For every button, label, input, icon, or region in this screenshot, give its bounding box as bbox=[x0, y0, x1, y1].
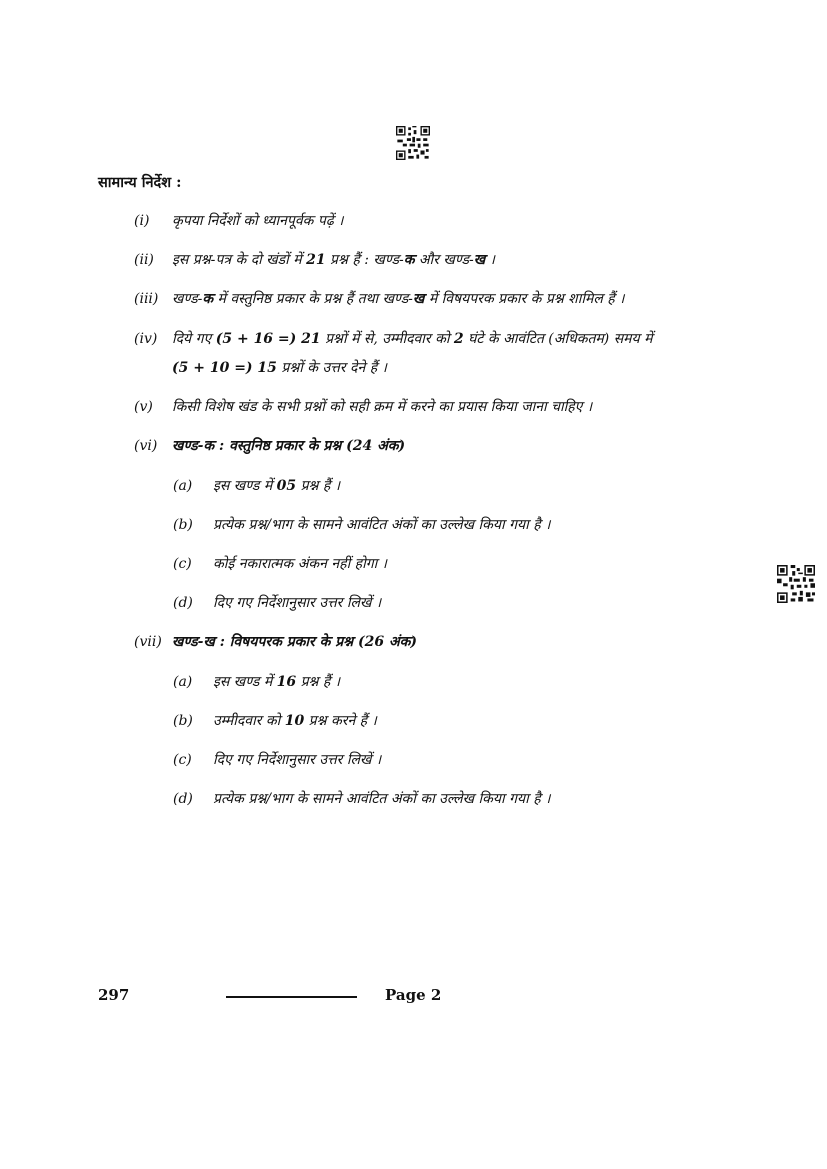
text-segment: दिए गए निर्देशानुसार उत्तर लिखें । bbox=[213, 752, 382, 768]
instruction-text bbox=[172, 632, 417, 652]
text-segment: इस खण्ड में bbox=[213, 478, 277, 494]
sub-item-text bbox=[213, 672, 340, 692]
footer-divider bbox=[226, 996, 357, 998]
instruction-text bbox=[172, 289, 624, 309]
sub-item-letter: (a) bbox=[173, 478, 193, 494]
instruction-number: (vii) bbox=[134, 634, 162, 650]
sub-item-letter: (d) bbox=[173, 595, 193, 611]
sub-item-letter: (a) bbox=[173, 674, 193, 690]
sub-item-letter: (c) bbox=[173, 556, 192, 572]
bold-text-segment: खण्ड-क : वस्तुनिष्ठ प्रकार के प्रश्न (24 अंक) bbox=[172, 438, 406, 454]
sub-item-text bbox=[213, 711, 377, 731]
text-segment: घंटे के आवंटित (अधिकतम) समय में bbox=[463, 331, 653, 347]
page-number: Page 2 bbox=[385, 986, 442, 1004]
sub-item-text bbox=[213, 554, 387, 574]
qr-code-top-graphic bbox=[396, 126, 430, 160]
text-segment: प्रत्येक प्रश्न/भाग के सामने आवंटित अंकों का उल्लेख किया गया है । bbox=[213, 791, 551, 807]
bold-text-segment: 21 bbox=[306, 252, 326, 268]
text-segment: दिए गए निर्देशानुसार उत्तर लिखें । bbox=[213, 595, 382, 611]
text-segment: कृपया निर्देशों को ध्यानपूर्वक पढ़ें । bbox=[172, 213, 344, 229]
sub-item-letter: (b) bbox=[173, 713, 193, 729]
instruction-number: (v) bbox=[134, 399, 153, 415]
text-segment: प्रत्येक प्रश्न/भाग के सामने आवंटित अंकों का उल्लेख किया गया है । bbox=[213, 517, 551, 533]
text-segment: प्रश्नों के उत्तर देने हैं । bbox=[276, 360, 387, 376]
instruction-number: (ii) bbox=[134, 252, 154, 268]
bold-text-segment: ख bbox=[412, 291, 425, 307]
sub-item-text bbox=[213, 593, 381, 613]
sub-item-text bbox=[213, 750, 381, 770]
instruction-number: (iv) bbox=[134, 331, 158, 347]
bold-text-segment: (5 + 16 =) 21 bbox=[215, 331, 321, 347]
instruction-text-continued bbox=[172, 358, 387, 378]
bold-text-segment: 16 bbox=[276, 674, 297, 690]
sub-item-letter: (d) bbox=[173, 791, 193, 807]
sub-item-text bbox=[213, 476, 340, 496]
sub-item-letter: (b) bbox=[173, 517, 193, 533]
qr-code-top bbox=[396, 126, 430, 160]
text-segment: प्रश्न हैं । bbox=[296, 674, 341, 690]
sub-item-text bbox=[213, 789, 550, 809]
instruction-number: (iii) bbox=[134, 291, 159, 307]
text-segment: । bbox=[485, 252, 495, 268]
bold-text-segment: (5 + 10 =) 15 bbox=[172, 360, 277, 376]
text-segment: प्रश्न हैं : खण्ड- bbox=[325, 252, 404, 268]
paper-code: 297 bbox=[98, 986, 130, 1004]
instruction-number: (vi) bbox=[134, 438, 158, 454]
text-segment: खण्ड- bbox=[172, 291, 203, 307]
text-segment: में विषयपरक प्रकार के प्रश्न शामिल हैं । bbox=[424, 291, 625, 307]
bold-text-segment: 10 bbox=[284, 713, 305, 729]
general-instructions-heading: सामान्य निर्देश : bbox=[98, 174, 182, 191]
sub-item-letter: (c) bbox=[173, 752, 192, 768]
instruction-number: (i) bbox=[134, 213, 150, 229]
bold-text-segment: 05 bbox=[276, 478, 297, 494]
instruction-text bbox=[172, 250, 495, 270]
instruction-text bbox=[172, 329, 653, 349]
bold-text-segment: ख bbox=[473, 252, 486, 268]
text-segment: प्रश्न करने हैं । bbox=[304, 713, 377, 729]
sub-item-text bbox=[213, 515, 550, 535]
text-segment: दिये गए bbox=[172, 331, 216, 347]
instruction-text bbox=[172, 397, 592, 417]
text-segment: किसी विशेष खंड के सभी प्रश्नों को सही क्रम में करने का प्रयास किया जाना चाहिए । bbox=[172, 399, 593, 415]
bold-text-segment: खण्ड-ख : विषयपरक प्रकार के प्रश्न (26 अंक) bbox=[172, 634, 418, 650]
instruction-text bbox=[172, 211, 343, 231]
text-segment: में वस्तुनिष्ठ प्रकार के प्रश्न हैं तथा खण्ड- bbox=[213, 291, 413, 307]
text-segment: उम्मीदवार को bbox=[213, 713, 285, 729]
text-segment: प्रश्न हैं । bbox=[296, 478, 341, 494]
text-segment: कोई नकारात्मक अंकन नहीं होगा । bbox=[213, 556, 387, 572]
qr-code-side bbox=[777, 565, 815, 603]
text-segment: इस खण्ड में bbox=[213, 674, 277, 690]
text-segment: प्रश्नों में से, उम्मीदवार को bbox=[320, 331, 454, 347]
bold-text-segment: क bbox=[403, 252, 415, 268]
qr-code-side-graphic bbox=[777, 565, 815, 603]
text-segment: और खण्ड- bbox=[414, 252, 474, 268]
instruction-text bbox=[172, 436, 405, 456]
bold-text-segment: 2 bbox=[453, 331, 464, 347]
bold-text-segment: क bbox=[202, 291, 214, 307]
text-segment: इस प्रश्न-पत्र के दो खंडों में bbox=[172, 252, 307, 268]
